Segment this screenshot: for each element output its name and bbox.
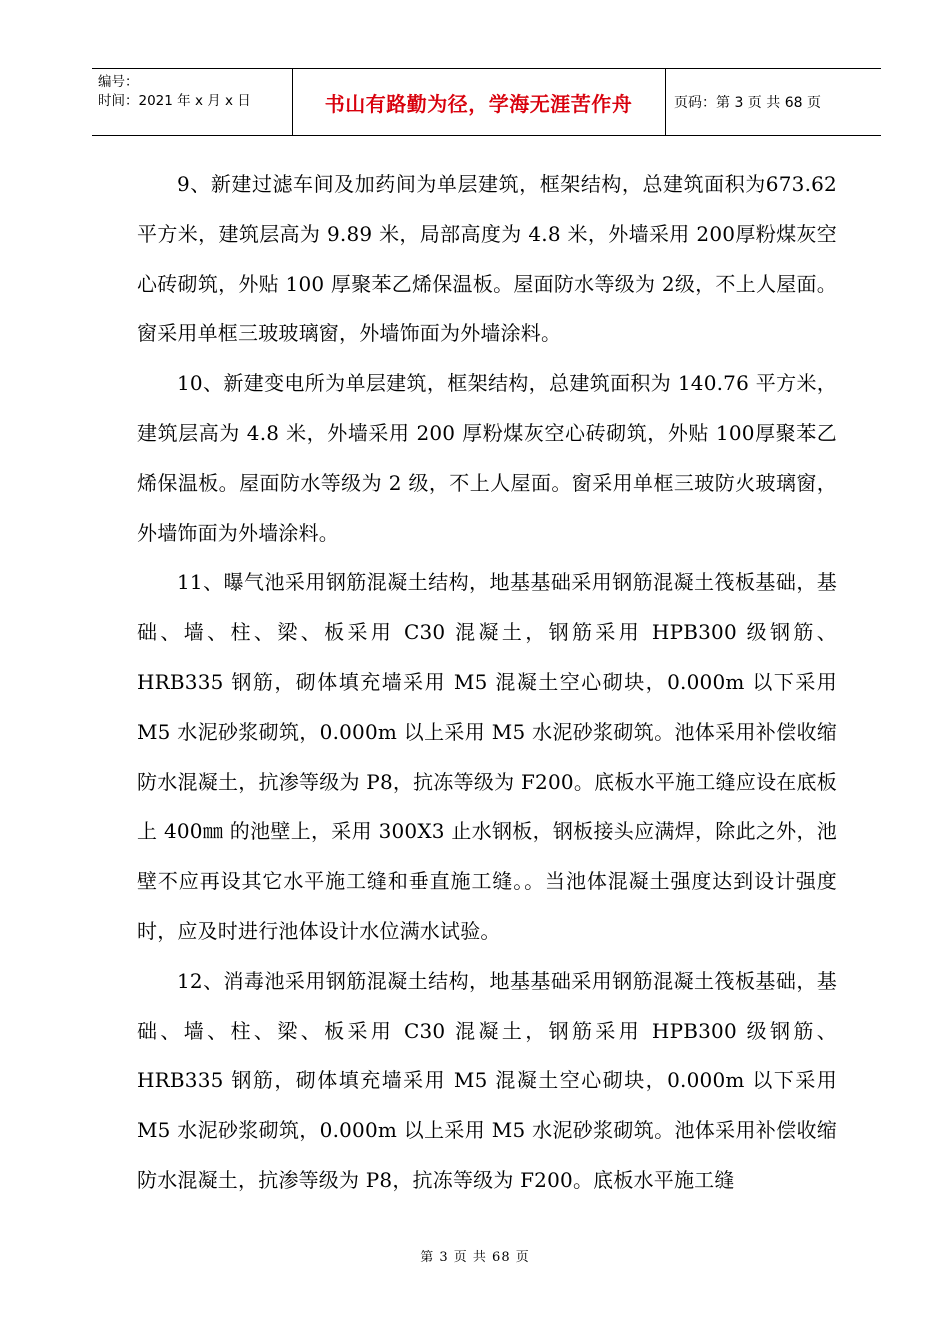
header-motto: 书山有路勤为径，学海无涯苦作舟 (324, 91, 633, 116)
header-divider (665, 69, 666, 135)
serial-number-label: 编号： (98, 74, 139, 90)
header-meta (98, 73, 251, 111)
document-body (137, 160, 837, 1206)
paragraph-11: 11、曝气池采用钢筋混凝土结构，地基基础采用钢筋混凝土筏板基础，基础、墙、柱、梁、板采用 C30 混凝土，钢筋采用 HPB300 级钢筋、HRB335 钢筋，砌体填充墙采用 M5 混凝土空心砌块，0.000m 以下采用M5 水泥砂浆砌筑，0.000m 以上采用 M5 水泥砂浆砌筑。池体采用补偿收缩防水混凝土，抗渗等级为 P8，抗冻等级为 F200。底板水平施工缝应设在底板上 400㎜ 的池壁上，采用 300X3 止水钢板，钢板接头应满焊，除此之外，池壁不应再设其它水平施工缝和垂直施工缝。。当池体混凝土强度达到设计强度时，应及时进行池体设计水位满水试验。 (137, 570, 837, 943)
paragraph-12: 12、消毒池采用钢筋混凝土结构，地基基础采用钢筋混凝土筏板基础，基础、墙、柱、梁、板采用 C30 混凝土，钢筋采用 HPB300 级钢筋、HRB335 钢筋，砌体填充墙采用 M5 混凝土空心砌块，0.000m 以下采用M5 水泥砂浆砌筑，0.000m 以上采用 M5 水泥砂浆砌筑。池体采用补偿收缩防水混凝土，抗渗等级为 P8，抗冻等级为 F200。底板水平施工缝 (137, 968, 837, 1192)
header-page-info: 页码：第 3 页 共 68 页 (674, 95, 821, 111)
paragraph-9: 9、新建过滤车间及加药间为单层建筑，框架结构，总建筑面积为673.62 平方米，建筑层高为 9.89 米，局部高度为 4.8 米，外墙采用 200厚粉煤灰空心砖砌筑，外贴 100 厚聚苯乙烯保温板。屋面防水等级为 2级，不上人屋面。窗采用单框三玻玻璃窗，外墙饰面为外墙涂料。 (137, 172, 837, 346)
paragraph-10: 10、新建变电所为单层建筑，框架结构，总建筑面积为 140.76 平方米，建筑层高为 4.8 米，外墙采用 200 厚粉煤灰空心砖砌筑，外贴 100厚聚苯乙烯保温板。屋面防水等级为 2 级，不上人屋面。窗采用单框三玻防火玻璃窗，外墙饰面为外墙涂料。 (137, 371, 837, 545)
page-footer: 第 3 页 共 68 页 (420, 1250, 530, 1265)
page-header (92, 68, 881, 136)
date-line: 时间：2021 年 x 月 x 日 (98, 93, 251, 109)
